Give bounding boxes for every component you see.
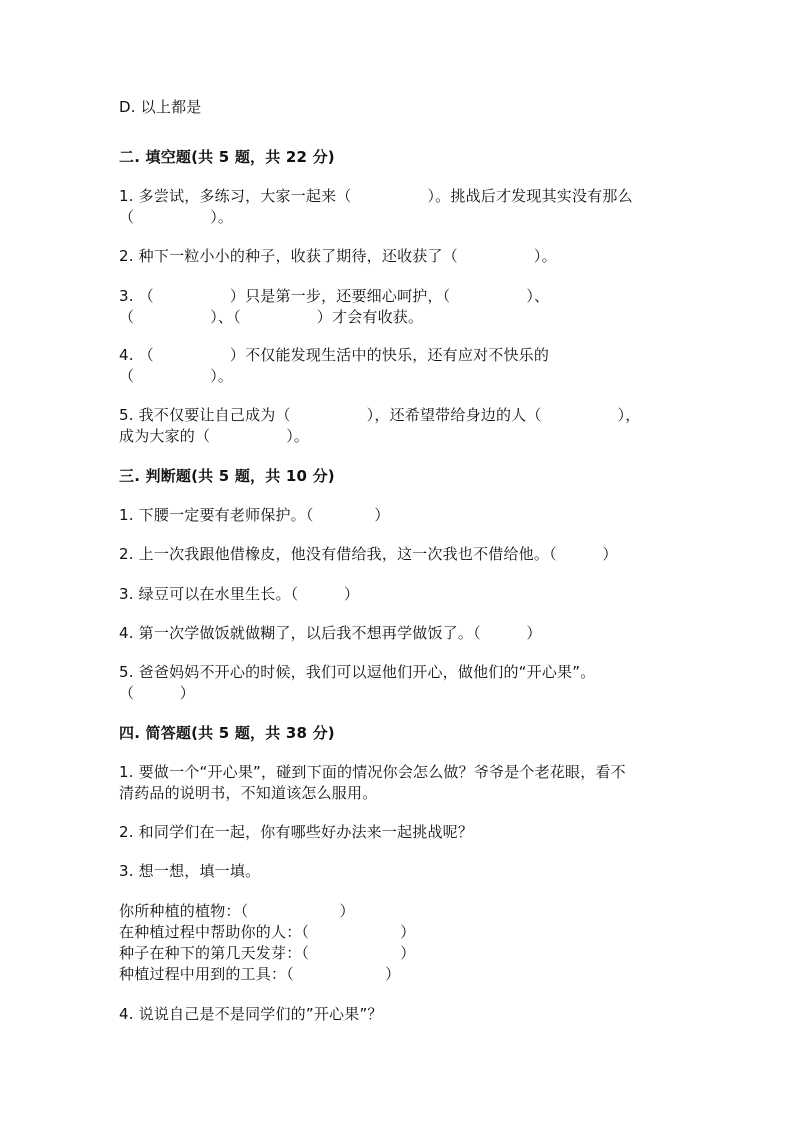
judge-q5-line1: 5. 爸爸妈妈不开心的时候，我们可以逗他们开心，做他们的“开心果”。 [119, 663, 596, 681]
fill-q1-line2: （ ）。 [119, 208, 234, 226]
fill-q1-line1: 1. 多尝试，多练习，大家一起来（ ）。挑战后才发现其实没有那么 [119, 187, 633, 205]
short-q4: 4. 说说自己是不是同学们的”开心果”？ [119, 1005, 383, 1023]
fill-q3-line2: （ ）、（ ）才会有收获。 [119, 308, 424, 326]
fill-q4-line2: （ ）。 [119, 367, 234, 385]
fill-q2: 2. 种下一粒小小的种子，收获了期待，还收获了（ ）。 [119, 247, 557, 265]
short-q2: 2. 和同学们在一起，你有哪些好办法来一起挑战呢？ [119, 823, 474, 841]
short-q3-field-sprout-day: 种子在种下的第几天发芽：（ ） [119, 944, 416, 962]
short-q3-field-tools: 种植过程中用到的工具：（ ） [119, 965, 401, 983]
fill-q5-line2: 成为大家的（ ）。 [119, 427, 310, 445]
fill-q5-line1: 5. 我不仅要让自己成为（ ），还希望带给身边的人（ ）， [119, 406, 641, 424]
short-q3-field-helper: 在种植过程中帮助你的人：（ ） [119, 923, 416, 941]
judge-q5-line2: （ ） [119, 684, 196, 702]
fill-q4-line1: 4. （ ）不仅能发现生活中的快乐，还有应对不快乐的 [119, 346, 550, 364]
judge-q2: 2. 上一次我跟他借橡皮，他没有借给我，这一次我也不借给他。（ ） [119, 545, 618, 563]
judge-q4: 4. 第一次学做饭就做糊了，以后我不想再学做饭了。（ ） [119, 624, 542, 642]
judge-q3: 3. 绿豆可以在水里生长。（ ） [119, 585, 360, 603]
section-3-heading: 三. 判断题(共 5 题，共 10 分) [119, 467, 335, 485]
judge-q1: 1. 下腰一定要有老师保护。（ ） [119, 506, 390, 524]
short-q1-line1: 1. 要做一个“开心果”，碰到下面的情况你会怎么做？爷爷是个老花眼，看不 [119, 763, 626, 781]
section-4-heading: 四. 简答题(共 5 题，共 38 分) [119, 724, 335, 742]
short-q3-title: 3. 想一想，填一填。 [119, 862, 261, 880]
short-q3-field-plant: 你所种植的植物：（ ） [119, 902, 355, 920]
fill-q3-line1: 3. （ ）只是第一步，还要细心呵护，（ ）、 [119, 287, 550, 305]
short-q1-line2: 清药品的说明书，不知道该怎么服用。 [119, 784, 378, 802]
option-d: D. 以上都是 [119, 98, 202, 116]
section-2-heading: 二. 填空题(共 5 题，共 22 分) [119, 148, 335, 166]
